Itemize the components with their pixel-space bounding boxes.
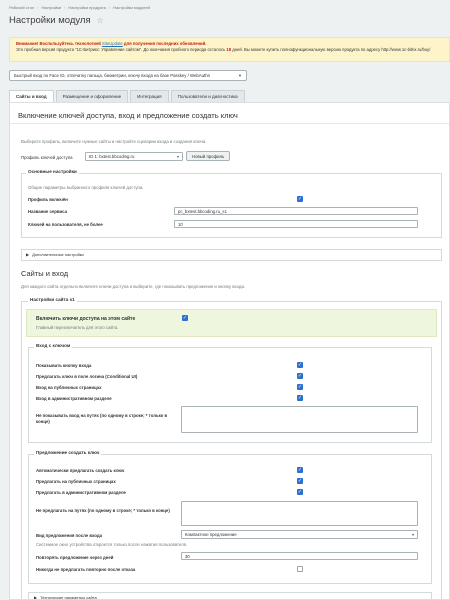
- trial-warning: [9, 37, 450, 62]
- offer-view-desc: Системное окно устройства откроется только после нажатия пользователя.: [36, 542, 188, 547]
- public-login-label: Вход на публичных страницах: [36, 385, 102, 390]
- public-login-checkbox[interactable]: ✓: [297, 384, 303, 390]
- breadcrumb-item[interactable]: Рабочий стол: [9, 5, 35, 10]
- offer-view-value: Компактное предложение: [185, 532, 237, 537]
- breadcrumb-item[interactable]: Настройки: [41, 5, 62, 10]
- show-login-button-checkbox[interactable]: ✓: [297, 362, 303, 368]
- offer-create-title: Предложение создать ключ: [36, 450, 100, 455]
- login-paths-label: Не показывать вход на путях (по одному в строке; * только в конце): [36, 413, 168, 424]
- additional-settings-label: Дополнительные настройки: [32, 252, 84, 257]
- offer-public-checkbox[interactable]: ✓: [297, 478, 303, 484]
- conditional-ui-checkbox[interactable]: ✓: [297, 373, 303, 379]
- page-title: [9, 15, 104, 26]
- new-profile-button[interactable]: Новый профиль: [186, 151, 230, 161]
- profile-enabled-label: Профиль включён: [28, 197, 68, 202]
- breadcrumb: [9, 5, 150, 10]
- keys-limit-label: Ключей на пользователя, не более: [28, 222, 103, 227]
- trial-text: Это пробная версия продукта "1С-Битрикс: Управление сайтом". До окончания пробного периода осталось: [16, 47, 226, 53]
- service-name-label: Название сервиса: [28, 209, 67, 214]
- keys-limit-input[interactable]: 10: [174, 220, 418, 228]
- offer-public-label: Предлагать на публичных страницах: [36, 479, 116, 484]
- admin-login-label: Вход в административном разделе: [36, 396, 112, 401]
- tab-users-diagnostics[interactable]: Пользователи и диагностика: [171, 90, 245, 102]
- module-profile-select[interactable]: [9, 70, 247, 81]
- basic-settings-desc: Общие параметры выбранного профиля ключей доступа.: [28, 185, 144, 190]
- chevron-down-icon: ▾: [176, 154, 179, 159]
- breadcrumb-separator: ›: [108, 5, 111, 10]
- page-title-text: Настройки модуля: [9, 15, 91, 26]
- auto-offer-checkbox[interactable]: ✓: [297, 467, 303, 473]
- breadcrumb-separator: ›: [64, 5, 66, 10]
- login-with-key-title: Вход с ключом: [36, 343, 71, 348]
- section-heading: Включение ключей доступа, вход и предложение создать ключ: [18, 111, 238, 120]
- enable-site-label: Включить ключи доступа на этом сайте: [36, 316, 136, 322]
- chevron-down-icon: ▾: [411, 532, 414, 537]
- trial-days: 18: [226, 47, 232, 53]
- tab-sites-login[interactable]: Сайты и вход: [9, 90, 54, 102]
- technical-settings-label: Технические параметры сайта: [40, 595, 97, 600]
- triangle-right-icon: ▶: [26, 252, 30, 257]
- service-name-input[interactable]: pc_bxtest.bbcoding.ru_s1: [174, 207, 418, 215]
- breadcrumb-item[interactable]: Настройки продукта: [68, 5, 106, 10]
- never-offer-label: Никогда не предлагать повторно после отказа: [36, 567, 136, 572]
- breadcrumb-separator: ›: [37, 5, 39, 10]
- never-offer-checkbox[interactable]: [297, 566, 303, 572]
- star-icon[interactable]: ☆: [96, 16, 104, 25]
- profile-select-value: ID 1: bxtest.bbcoding.ru: [89, 154, 135, 159]
- offer-view-label: Вид предложения после входа: [36, 533, 102, 538]
- warning-line-2: [16, 47, 443, 53]
- enable-site-box: [26, 309, 437, 337]
- basic-settings-title: Основные настройки: [28, 169, 77, 174]
- sites-heading: Сайты и вход: [21, 269, 69, 278]
- profile-enabled-checkbox[interactable]: ✓: [297, 196, 303, 202]
- chevron-down-icon: ▼: [238, 73, 242, 78]
- intro-text: Выберите профиль, включите нужные сайты и настройте сценарии входа и создания ключа.: [21, 139, 207, 144]
- offer-paths-label: Не предлагать на путях (по одному в строке; * только в конце): [36, 508, 170, 513]
- breadcrumb-item[interactable]: Настройки модулей: [113, 5, 150, 10]
- site-settings-title: Настройки сайта s1: [30, 297, 75, 302]
- tab-panel: [9, 102, 450, 600]
- offer-admin-checkbox[interactable]: ✓: [297, 489, 303, 495]
- tab-integration[interactable]: Интеграция: [130, 90, 168, 102]
- login-paths-textarea[interactable]: [181, 406, 418, 433]
- profile-label: Профиль ключей доступа: [21, 155, 73, 160]
- repeat-offer-input[interactable]: 30: [181, 552, 418, 560]
- additional-settings-toggle[interactable]: [26, 252, 84, 257]
- offer-admin-label: Предлагать в административном разделе: [36, 490, 126, 495]
- tab-bar: [9, 90, 245, 102]
- trial-text-end: дней. Вы можете купить полнофункциональную версию продукта по адресу http://www.1c-bitrix.ru/buy/: [232, 47, 431, 53]
- tab-placement[interactable]: Размещение и оформление: [56, 90, 129, 102]
- module-profile-value: Быстрый вход по Face ID, отпечатку пальца, биометрии, ключу входа на базе Passkey / WebAuthn: [14, 73, 211, 78]
- conditional-ui-label: Предлагать ключ в поле логина (Conditional UI): [36, 374, 138, 379]
- warning-prefix: Внимание! Воспользуйтесь технологией: [16, 41, 101, 46]
- repeat-offer-label: Повторять предложение через дней: [36, 555, 114, 560]
- warning-suffix: для получения последних обновлений.: [123, 41, 207, 46]
- divider: [10, 123, 450, 124]
- triangle-right-icon: ▶: [34, 595, 38, 600]
- enable-site-desc: Главный переключатель для этого сайта.: [36, 325, 119, 330]
- offer-view-select[interactable]: [181, 530, 418, 539]
- profile-select[interactable]: [85, 152, 183, 161]
- sites-desc: Для каждого сайта отдельно включите ключи доступа и выберите, где показывать предложение и кнопку входа.: [21, 284, 246, 289]
- technical-settings-toggle[interactable]: [34, 595, 97, 600]
- basic-settings-box: [21, 173, 442, 238]
- offer-paths-textarea[interactable]: [181, 501, 418, 526]
- enable-site-checkbox[interactable]: ✓: [182, 315, 188, 321]
- show-login-button-label: Показывать кнопку входа: [36, 363, 92, 368]
- auto-offer-label: Автоматически предлагать создать ключ: [36, 468, 125, 473]
- additional-settings-box[interactable]: [21, 249, 442, 261]
- siteupdate-link[interactable]: SiteUpdate: [102, 41, 123, 46]
- admin-login-checkbox[interactable]: ✓: [297, 395, 303, 401]
